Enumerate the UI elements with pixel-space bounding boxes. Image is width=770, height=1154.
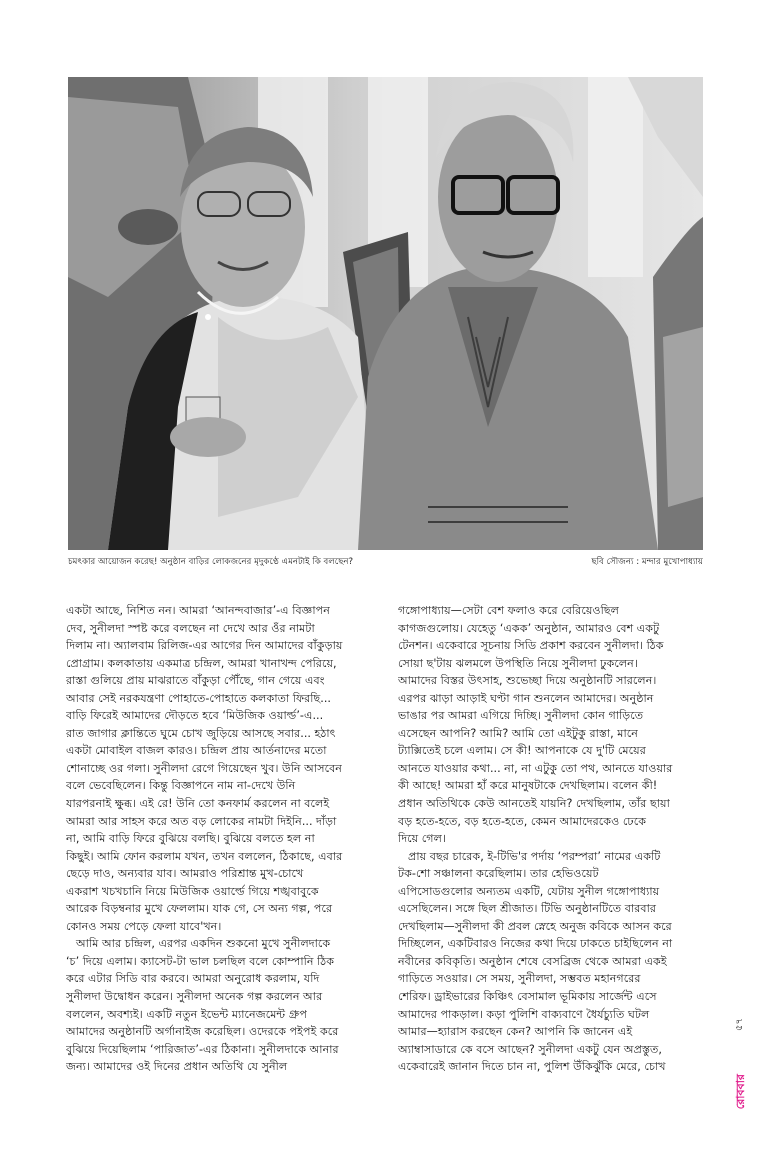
text-line: জন্য। আমাদের ওই দিনের প্রধান অতিথি যে সুনীল [66, 1060, 288, 1074]
text-line: গঙ্গোপাধ্যায়—সেটা বেশ ফলাও করে বেরিয়েওছিল [398, 604, 619, 617]
text-line: একটা আছে, নিশিত নন। আমরা ‘আনন্দবাজার’-এ বিজ্ঞাপন [66, 604, 330, 617]
text-line: প্রোগ্রাম। কলকাতায় একমাত্র চন্দ্রিল, আমরা খানাখন্দ পেরিয়ে, [66, 656, 337, 670]
text-line: শেরিফ। ড্রাইভারের কিঞ্চিৎ বেসামাল ভূমিকায় সার্জেন্ট এসে [398, 990, 657, 1004]
text-line: টেনশন। একেবারে সূচনায় সিডি প্রকাশ করবেন সুনীলদা। ঠিক [398, 639, 664, 653]
text-line: সোয়া ছ'টায় ঝলমলে উপস্থিতি নিয়ে সুনীলদা ঢুকলেন। [398, 656, 638, 670]
text-line: আমাদের অনুষ্ঠানটি অর্গানাইজ করেছিল। ওদেরকে পইপই করে [66, 1025, 339, 1039]
text-line: কী আছে! আমরা হাঁ করে মানুষটাকে দেখছিলাম। বলেন কী! [398, 779, 658, 793]
text-line: আমাদের পাকড়াল। কড়া পুলিশি বাক্যবাণে ধৈর্যচ্যুতি ঘটল [398, 1007, 650, 1021]
text-line: বড় হতে-হতে, বড় হতে-হতে, কেমন আমাদেরকেও ঢেকে [398, 814, 647, 828]
article-photo [68, 77, 703, 550]
text-line: কিছুই। আমি ফোন করলাম যখন, তখন বললেন, ঠিকাছে, এবার [66, 849, 343, 863]
text-line: বাড়ি ফিরেই আমাদের দৌড়তে হবে ‘মিউজিক ওয়ার্ল্ড’-এ... [66, 709, 324, 723]
photo-credit: ছবি সৌজন্য : মন্দার মুখোপাধ্যায় [591, 557, 703, 567]
text-line: ভাঙার পর আমরা এগিয়ে দিচ্ছি। সুনীলদা কোন গাড়িতে [398, 709, 644, 723]
text-line: আমার—হ্যারাস করছেন কেন? আপনি কি জানেন এই [398, 1025, 633, 1039]
text-line: দিয়ে গেল। [398, 832, 446, 846]
text-line: আমরা আর সাহস করে অত বড় লোকের নামটা দিইনি... দাঁড়া [66, 814, 337, 828]
text-line: প্রধান অতিথিকে কেউ আনতেই যায়নি? দেখছিলাম, তাঁর ছায়া [398, 797, 670, 811]
text-line: শোনাচ্ছে ওর গলা। সুনীলদা রেগে গিয়েছেন খুব। উনি আসবেন [66, 761, 342, 775]
text-line: যারপরনাই ক্ষুব্ধ। এই রে! উনি তো কনফার্ম করলেন না বলেই [66, 797, 330, 811]
photo-illustration [68, 77, 703, 550]
text-line: দেখছিলাম—সুনীলদা কী প্রবল স্নেহে অনুজ কবিকে আসন করে [398, 919, 672, 933]
text-line: সুনীলদা উদ্বোধন করেন। সুনীলদা অনেক গল্প করলেন আর [66, 990, 323, 1004]
text-line: আমাদের বিস্তর উৎসাহ, শুভেচ্ছা দিয়ে অনুষ্ঠানটি সারলেন। [398, 674, 657, 688]
page-number: ৫৭ [734, 1018, 745, 1031]
text-line: একরাশ খচখচানি নিয়ে মিউজিক ওয়ার্ল্ডে গিয়ে শঙ্খবাবুকে [66, 884, 319, 898]
text-line: একেবারেই জানান দিতে চান না, পুলিশ উঁকিঝুঁকি মেরে, চোখ [398, 1060, 666, 1074]
text-line: দিচ্ছিলেন, একটিবারও নিজের কথা দিয়ে ঢাকতে চাইছিলেন না [398, 937, 673, 951]
text-line: গাড়িতে সওয়ার। সে সময়, সুনীলদা, সম্ভবত মহানগরের [398, 972, 641, 986]
text-line: দেব, সুনীলদা স্পষ্ট করে বলছেন না দেখে আর ওঁর নামটা [66, 621, 315, 635]
text-line: ট্যাক্সিতেই চলে এলাম। সে কী! আপনাকে যে দু'টি মেয়ের [398, 744, 646, 758]
text-line: বুঝিয়ে দিয়েছিলাম ‘পারিজাত’-এর ঠিকানা। সুনীলদাকে আনার [66, 1042, 339, 1056]
magazine-name: রোববার [734, 1074, 747, 1110]
article-column-right [398, 602, 700, 1076]
text-line: নবীনের কবিকৃতি। অনুষ্ঠান শেষে বেসব্রিজ থেকে আমরা একই [398, 954, 667, 968]
text-line: না, আমি বাড়ি ফিরে বুঝিয়ে বলছি। বুঝিয়ে বলতে হল না [66, 832, 315, 846]
text-line: আরেক বিড়ম্বনার মুখে ফেললাম। যাক গে, সে অন্য গল্প, পরে [66, 902, 333, 916]
text-line: বলে ভেবেছিলেন। কিন্তু বিজ্ঞাপনে নাম না-দেখে উনি [66, 779, 296, 793]
text-line: দিলাম না। অ্যালবাম রিলিজ-এর আগের দিন আমাদের বাঁকুড়ায় [66, 639, 343, 653]
text-line: টক-শো সঞ্চালনা করেছিলাম। তার হেভিওয়েট [398, 867, 599, 881]
photo-caption: চমৎকার আয়োজন করেছ! অনুষ্ঠান বাড়ির লোকজনের মৃদুকণ্ঠে এমনটাই কি বলছেন? [68, 557, 354, 567]
text-line: রাত জাগার ক্লান্তিতে ঘুমে চোখ জুড়িয়ে আসছে সবার... হঠাৎ [66, 726, 336, 740]
text-line: কাগজগুলোয়। যেহেতু ‘একক’ অনুষ্ঠান, আমারও বেশ একটু [398, 621, 660, 635]
text-line: বললেন, অবশ্যই। একটি নতুন ইভেন্ট ম্যানেজমেন্ট গ্রুপ [66, 1007, 307, 1021]
text-line: কোনও সময় পেড়ে ফেলা যাবে'খন। [66, 919, 222, 933]
text-line: একটা মোবাইল বাজল কারও। চন্দ্রিল প্রায় আর্তনাদের মতো [66, 744, 327, 758]
text-line: এসেছিলেন। সঙ্গে ছিল শ্রীজাত। টিভি অনুষ্ঠানটিতে বারবার [398, 902, 656, 916]
article-column-left [66, 602, 368, 1076]
text-line: এপিসোডগুলোর অন্যতম একটি, যেটায় সুনীল গঙ্গোপাধ্যায় [398, 884, 660, 898]
text-line: প্রায় বছর চারেক, ই-টিভি'র পর্দায় ‘পরম্পরা’ নামের একটি [408, 849, 661, 863]
text-line: করে এটার সিডি বার করবে। আমরা অনুরোধ করলাম, যদি [66, 972, 320, 986]
text-line: আনতে যাওয়ার কথা... না, না এটুকু তো পথ, আনতে যাওয়ার [398, 761, 673, 775]
text-line: রাস্তা গুলিয়ে প্রায় মাঝরাতে বাঁকুড়া পৌঁছে, গান গেয়ে এবং [66, 674, 325, 688]
text-line: অ্যাম্বাসাডারে কে বসে আছেন? সুনীলদা একটু যেন অপ্রস্তুত, [398, 1042, 662, 1056]
text-line: আমি আর চন্দ্রিল, এরপর একদিন শুকনো মুখে সুনীলদাকে [76, 937, 331, 951]
text-line: ছেড়ে দাও, অন্যবার যাব। আমরাও পরিশ্রান্ত মুখ-চোখে [66, 867, 304, 881]
text-line: আবার সেই নরকযন্ত্রণা পোহাতে-পোহাতে কলকাতা ফিরছি... [66, 691, 331, 705]
text-line: ‘চ’ দিয়ে এলাম। ক্যাসেট-টা ভাল চলছিল বলে কোম্পানি ঠিক [66, 954, 335, 968]
text-line: এসেছেন আপনি? আমি? আমি তো এইটুকু রাস্তা, মানে [398, 726, 638, 740]
text-line: এরপর ঝাড়া আড়াই ঘণ্টা গান শুনলেন আমাদের। অনুষ্ঠান [398, 691, 654, 705]
